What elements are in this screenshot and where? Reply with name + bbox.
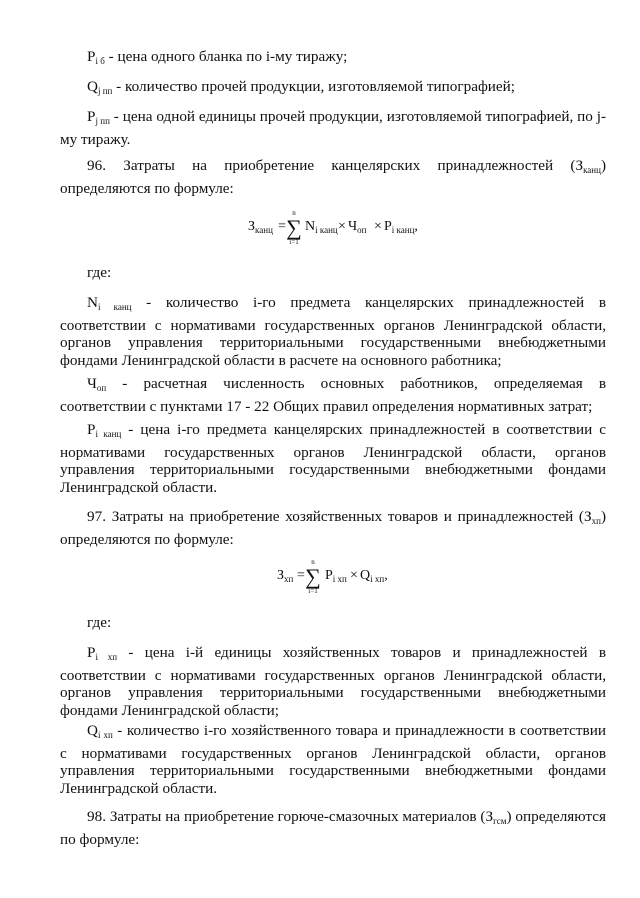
document-page: $P_{i б}$ - цена одного бланка по i-му тиражу; $Q_{j пп}$ - количество прочей продукции, изготовляемой типографией; $P_{j пп}$ - цена одной единицы прочей продукции, изготовляемой типографией, по j-му тиражу. 96. Затраты на приобретение канцелярских принадлежностей $(З_{канц})$ определяются по формуле: $З_{канц}$ = n ∑ i=1 $N_{i канц}$ × $Ч_{оп}$ × $P_{i канц}$, где: $N_{i канц}$ - количество i-го предмета канцелярских принадлежностей в соответствии с нормативами государственных органов Ленинградской области, органов управления территориальными государственными внебюджетными фондами Ленинградской области в расчете на основного работника; $Ч_{оп}$ - расчетная численность основных работников, определяемая в соответствии с пунктами 17 - 22 Общих правил определения нормативных затрат; $P_{i канц}$ - цена i-го предмета канцелярских принадлежностей в соответствии с нормативами государственных органов Ленинградской области, органов управления территориальными государственными внебюджетными фондами Ленинградской области. 97. Затраты на приобретение хозяйственных товаров и принадлежностей $(З_{хп})$ определяются по формуле: $З_{хп}$ = n ∑ i=1 $P_{i хп}$ × $Q_{i хп}$, где: $P_{i хп}$ - цена i-й единицы хозяйственных товаров и принадлежностей в соответствии с нормативами государственных органов Ленинградской области, органов управления территориальными государственными внебюджетными фондами Ленинградской области; $Q_{i хп}$ - количество i-го хозяйственного товара и принадлежности в соответствии с нормативами государственных органов Ленинградской области, органов управления территориальными государственными внебюджетными фондами Ленинградской области. 98. Затраты на приобретение горюче-смазочных материалов $(З_{гсм})$ определяются по формуле:: [60, 48, 607, 848]
sum-symbol-97: n ∑ i=1: [305, 558, 321, 595]
section-96-heading: 96. Затраты на приобретение канцелярских принадлежностей $(З_{канц})$ определяются по формуле:: [60, 157, 606, 197]
def-p-ihp: $P_{i хп}$ - цена i-й единицы хозяйственных товаров и принадлежностей в соответствии с нормативами государственных органов Ленинградской области, органов управления территориальными государственными внебюджетными фондами Ленинградской области;: [60, 644, 606, 719]
def-ch-op: $Ч_{оп}$ - расчетная численность основных работников, определяемая в соответствии с пунктами 17 - 22 Общих правил определения нормативных затрат;: [60, 375, 606, 415]
def-p-ib: $P_{i б}$ - цена одного бланка по i-му тиражу;: [87, 48, 348, 66]
def-p-ikanc: $P_{i канц}$ - цена i-го предмета канцелярских принадлежностей в соответствии с нормативами государственных органов Ленинградской области, органов управления территориальными государственными внебюджетными фондами Ленинградской области.: [60, 421, 606, 496]
def-q-ihp: $Q_{i хп}$ - количество i-го хозяйственного товара и принадлежности в соответствии с нормативами государственных органов Ленинградской области, органов управления территориальными государственными внебюджетными фондами Ленинградской области.: [60, 722, 606, 797]
sum-symbol-96: n ∑ i=1: [286, 209, 302, 246]
def-p-jpp: $P_{j пп}$ - цена одной единицы прочей продукции, изготовляемой типографией, по j-му тиражу.: [60, 108, 607, 148]
section-97-heading: 97. Затраты на приобретение хозяйственных товаров и принадлежностей $(З_{хп})$ определяются по формуле:: [60, 508, 606, 548]
def-n-ikanc: $N_{i канц}$ - количество i-го предмета канцелярских принадлежностей в соответствии с нормативами государственных органов Ленинградской области, органов управления территориальными государственными внебюджетными фондами Ленинградской области в расчете на основного работника;: [60, 294, 606, 369]
def-q-jpp: $Q_{j пп}$ - количество прочей продукции, изготовляемой типографией;: [87, 78, 516, 96]
where-96: где:: [87, 264, 112, 281]
section-98-heading: 98. Затраты на приобретение горюче-смазочных материалов $(З_{гсм})$ определяются по формуле:: [60, 808, 606, 848]
where-97: где:: [87, 614, 112, 631]
